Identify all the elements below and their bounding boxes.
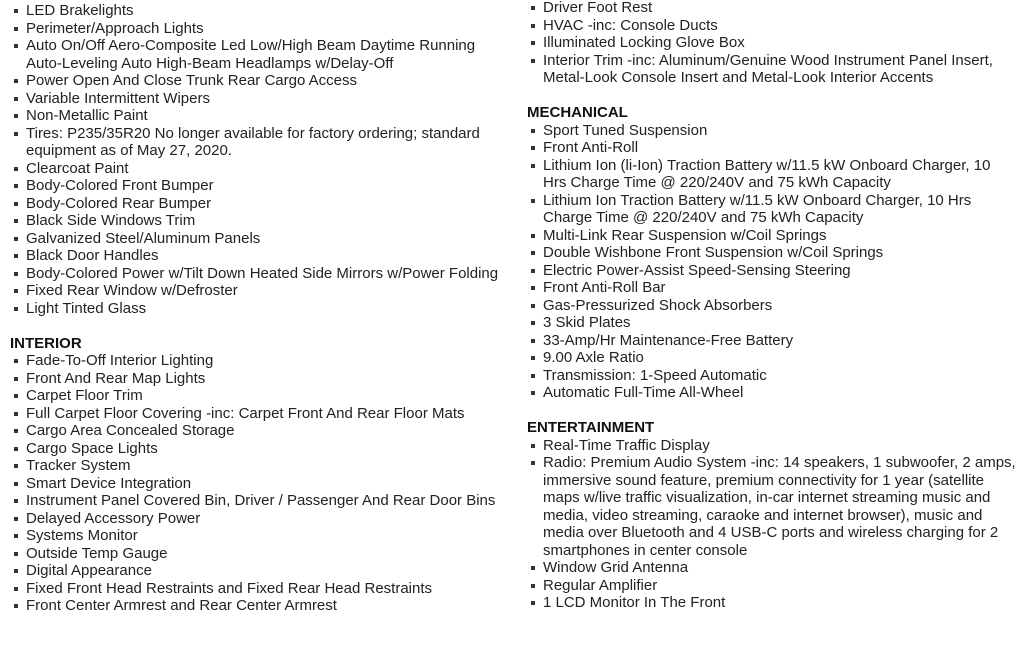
feature-list-item: Auto On/Off Aero-Composite Led Low/High Beam Daytime Running Auto-Leveling Auto High-Beam Headlamps w/Delay-Off <box>26 37 510 72</box>
feature-list-item: 1 LCD Monitor In The Front <box>543 594 1017 612</box>
feature-list-item: LED Brakelights <box>26 2 510 20</box>
feature-list-item: Sport Tuned Suspension <box>543 122 1017 140</box>
feature-list-item: Outside Temp Gauge <box>26 545 510 563</box>
feature-list-item: Black Side Windows Trim <box>26 212 510 230</box>
feature-list-item: Carpet Floor Trim <box>26 387 510 405</box>
interior-list <box>10 352 510 615</box>
feature-list-item: Black Door Handles <box>26 247 510 265</box>
feature-list-item: Fade-To-Off Interior Lighting <box>26 352 510 370</box>
feature-list-item: Full Carpet Floor Covering -inc: Carpet Front And Rear Floor Mats <box>26 405 510 423</box>
feature-list-item: 9.00 Axle Ratio <box>543 349 1017 367</box>
feature-list-item: Clearcoat Paint <box>26 160 510 178</box>
entertainment-list <box>527 437 1017 612</box>
feature-list-item: Power Open And Close Trunk Rear Cargo Access <box>26 72 510 90</box>
feature-list-item: Multi-Link Rear Suspension w/Coil Springs <box>543 227 1017 245</box>
feature-list-item: Automatic Full-Time All-Wheel <box>543 384 1017 402</box>
feature-list-item: Non-Metallic Paint <box>26 107 510 125</box>
feature-list-item: Smart Device Integration <box>26 475 510 493</box>
mechanical-list <box>527 122 1017 402</box>
feature-list-item: Body-Colored Front Bumper <box>26 177 510 195</box>
section-title-entertainment: ENTERTAINMENT <box>527 419 655 436</box>
feature-list-item: Driver Foot Rest <box>543 0 1017 17</box>
feature-list-item: Instrument Panel Covered Bin, Driver / Passenger And Rear Door Bins <box>26 492 510 510</box>
feature-list-item: Double Wishbone Front Suspension w/Coil Springs <box>543 244 1017 262</box>
feature-list-item: Body-Colored Rear Bumper <box>26 195 510 213</box>
feature-list-item: Systems Monitor <box>26 527 510 545</box>
feature-list-item: Cargo Space Lights <box>26 440 510 458</box>
feature-list-item: Lithium Ion Traction Battery w/11.5 kW Onboard Charger, 10 Hrs Charge Time @ 220/240V and 75 kWh Capacity <box>543 192 1017 227</box>
section-title-mechanical: MECHANICAL <box>527 104 628 121</box>
interior-section <box>10 335 510 615</box>
feature-list-item: Body-Colored Power w/Tilt Down Heated Side Mirrors w/Power Folding <box>26 265 510 283</box>
section-title-interior: INTERIOR <box>10 334 82 352</box>
feature-list-item: 3 Skid Plates <box>543 314 1017 332</box>
feature-list-item: Fixed Rear Window w/Defroster <box>26 282 510 300</box>
mechanical-section <box>527 104 1017 402</box>
exterior-list <box>10 2 510 317</box>
feature-list-item: Digital Appearance <box>26 562 510 580</box>
feature-list-item: Electric Power-Assist Speed-Sensing Steering <box>543 262 1017 280</box>
feature-list-item: Light Tinted Glass <box>26 300 510 318</box>
feature-list-item: Perimeter/Approach Lights <box>26 20 510 38</box>
left-column <box>10 2 510 632</box>
feature-list-item: Variable Intermittent Wipers <box>26 90 510 108</box>
feature-list-item: Gas-Pressurized Shock Absorbers <box>543 297 1017 315</box>
feature-list-item: Transmission: 1-Speed Automatic <box>543 367 1017 385</box>
feature-list-item: Tracker System <box>26 457 510 475</box>
exterior-section <box>10 2 510 317</box>
feature-list-item: Tires: P235/35R20 No longer available for factory ordering; standard equipment as of May 27, 2020. <box>26 125 510 160</box>
feature-list-item: Front And Rear Map Lights <box>26 370 510 388</box>
right-column <box>527 0 1017 629</box>
feature-list-item: Galvanized Steel/Aluminum Panels <box>26 230 510 248</box>
interior-continued-list <box>527 0 1017 87</box>
feature-list-item: Cargo Area Concealed Storage <box>26 422 510 440</box>
interior-continued-section <box>527 0 1017 87</box>
feature-list-item: Real-Time Traffic Display <box>543 437 1017 455</box>
feature-list-item: Window Grid Antenna <box>543 559 1017 577</box>
feature-list-item: 33-Amp/Hr Maintenance-Free Battery <box>543 332 1017 350</box>
entertainment-section <box>527 419 1017 612</box>
feature-list-item: Lithium Ion (li-Ion) Traction Battery w/11.5 kW Onboard Charger, 10 Hrs Charge Time @ 220/240V and 75 kWh Capacity <box>543 157 1017 192</box>
feature-list-item: Illuminated Locking Glove Box <box>543 34 1017 52</box>
feature-list-item: Front Anti-Roll <box>543 139 1017 157</box>
feature-list-item: Regular Amplifier <box>543 577 1017 595</box>
feature-list-item: Delayed Accessory Power <box>26 510 510 528</box>
feature-list-item: Front Anti-Roll Bar <box>543 279 1017 297</box>
feature-list-item: HVAC -inc: Console Ducts <box>543 17 1017 35</box>
feature-list-item: Radio: Premium Audio System -inc: 14 speakers, 1 subwoofer, 2 amps, immersive sound feature, premium connectivity for 1 year (satellite maps w/live traffic visualization, in-car internet streaming music and media, video streaming, caraoke and internet browser), music and media over Bluetooth and 4 USB-C ports and wireless charging for 2 smartphones in center console <box>543 454 1016 559</box>
feature-list-item: Front Center Armrest and Rear Center Armrest <box>26 597 510 615</box>
feature-list-item: Interior Trim -inc: Aluminum/Genuine Wood Instrument Panel Insert, Metal-Look Console Insert and Metal-Look Interior Accents <box>543 52 1017 87</box>
feature-list-item: Fixed Front Head Restraints and Fixed Rear Head Restraints <box>26 580 510 598</box>
